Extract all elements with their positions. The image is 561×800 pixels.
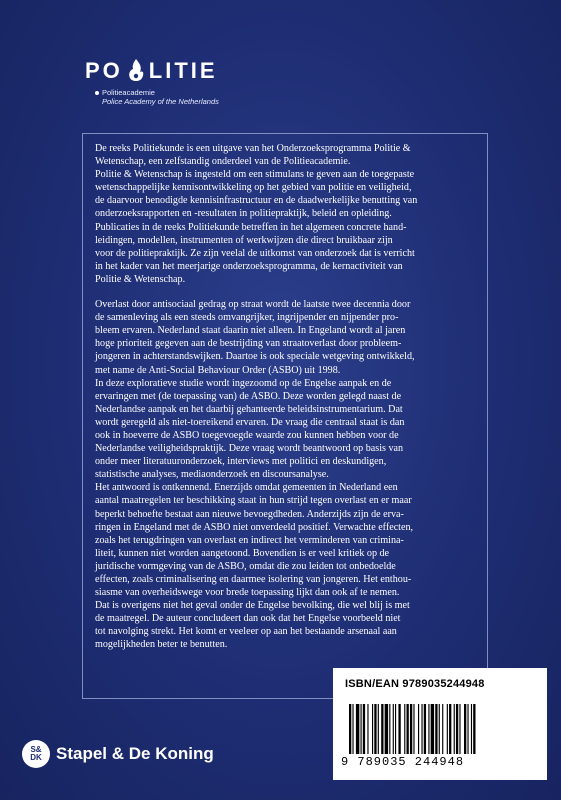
body-line: Overlast door antisociaal gedrag op straat wordt de laatste twee decennia door (95, 299, 411, 311)
barcode-bar (467, 704, 468, 754)
barcode-bar (447, 704, 448, 754)
barcode-bar (381, 704, 383, 754)
flame-emblem-icon (125, 58, 147, 84)
body-line: Nederlandse aanpak en het daarbij gehanteerde beleidsinstrumentarium. Dat (95, 403, 403, 415)
publisher-brand (22, 740, 214, 768)
barcode-bar (421, 704, 422, 754)
body-line: statistische analyses, mediaonderzoek en discoursanalyse. (95, 469, 329, 481)
intro-line: voor de politiepraktijk. Ze zijn veelal de uitkomst van onderzoek dat is verricht (95, 247, 415, 259)
barcode-bar (385, 704, 388, 754)
body-line: aantal maatregelen ter beschikking staat in hun strijd tegen overlast en er maar (95, 495, 412, 507)
body-line: ervaringen met (de toepassing van) de ASBO. Deze worden gelegd naast de (95, 390, 402, 402)
intro-line: leidingen, modellen, instrumenten of werkwijzen die direct bruikbaar zijn (95, 234, 393, 246)
barcode-bar (374, 704, 376, 754)
body-line: de maatregel. De auteur concludeert dan ook dat het Engelse voorbeeld niet (95, 613, 401, 625)
intro-line: wetenschappelijke kennisontwikkeling op het gebied van politie en veiligheid, (95, 182, 412, 194)
body-line: beperkt behoefte bestaat aan nieuwe bevoegdheden. Anderzijds zijn de erva- (95, 508, 404, 520)
intro-line: De reeks Politiekunde is een uitgave van het Onderzoeksprogramma Politie & (95, 143, 411, 154)
isbn-label: ISBN/EAN 9789035244948 (345, 678, 485, 690)
barcode-bar (435, 704, 437, 754)
body-line: zoals het terugdringen van overlast en indirect het verminderen van crimina- (95, 534, 404, 546)
intro-line: Publicaties in de reeks Politiekunde betreffen in het algemeen concrete hand- (95, 221, 407, 233)
body-line: juridische vormgeving van de ASBO, omdat die zou leiden tot onbedoelde (95, 560, 396, 572)
barcode-icon (347, 704, 535, 754)
barcode-bar (454, 704, 455, 754)
barcode-bar (372, 704, 373, 754)
barcode-bar (439, 704, 440, 754)
body-line: effecten, zoals criminalisering en daarmee isolering van jongeren. Het enthou- (95, 574, 412, 585)
intro-line: Politie & Wetenschap is ingesteld om een stimulans te geven aan de toegepaste (95, 169, 415, 181)
body-line: onder meer literatuuronderzoek, interviews met politici en deskundigen, (95, 456, 387, 468)
body-line: hoge prioriteit gegeven aan de bestrijding van straatoverlast door probleem- (95, 338, 402, 350)
barcode-bar (356, 704, 359, 754)
barcode-bar (428, 704, 429, 754)
body-line: ringen in Engeland met de ASBO niet onverdeeld positief. Verwachte effecten, (95, 521, 414, 533)
body-line: siasme van overheidswege voor brede toepassing lijkt dan ook af te nemen. (95, 587, 400, 599)
logo-subtitle-en: Police Academy of the Netherlands (102, 97, 219, 106)
barcode-bar (363, 704, 365, 754)
body-line: tot navolging strekt. Het komt er veeleer op aan het bestaande arsenaal aan (95, 626, 397, 638)
publisher-logo-icon (22, 740, 50, 768)
intro-line: Wetenschap, een zelfstandig onderdeel van de Politieacademie. (95, 156, 351, 168)
body-line: In deze exploratieve studie wordt ingezoomd op de Engelse aanpak en de (95, 377, 392, 389)
logo-subtitle-nl: Politieacademie (102, 88, 155, 97)
intro-text (95, 142, 479, 286)
barcode-bar (389, 704, 390, 754)
barcode-bar (449, 704, 451, 754)
barcode-bar (352, 704, 353, 754)
intro-line: onderzoeksrapporten en -resultaten in politiepraktijk, beleid en opleiding. (95, 208, 392, 220)
politie-logo (85, 58, 219, 106)
body-line: jongeren in achterstandswijken. Daartoe is ook speciale wetgeving ontwikkeld, (95, 351, 415, 363)
body-line: bleem ervaren. Nederland staat daarin niet alleen. In Engeland wordt al jaren (95, 325, 406, 337)
publisher-logo-top: S& (30, 745, 42, 754)
bullet-dot-icon (95, 91, 99, 95)
barcode-bar (393, 704, 394, 754)
intro-line: Politie & Wetenschap. (95, 273, 186, 285)
body-text (95, 298, 479, 652)
body-line: Nederlandse veiligheidspraktijk. Deze vraag wordt beantwoord op basis van (95, 443, 404, 455)
body-line: ook in hoeverre de ASBO toegevoegde waarde zou kunnen hebben voor de (95, 429, 399, 441)
body-line: de samenleving als een steeds omvangrijker, ingrijpender en nijpender pro- (95, 312, 399, 324)
barcode-bar (378, 704, 379, 754)
barcode-bar (431, 704, 434, 754)
barcode-bar (361, 704, 362, 754)
barcode-bar (471, 704, 472, 754)
barcode-bar (424, 704, 426, 754)
paragraph-gap (95, 286, 479, 298)
barcode-bar (407, 704, 409, 754)
barcode-bar (349, 704, 351, 754)
intro-line: de daarvoor benodigde kennisinfrastructuur en de daadwerkelijke benutting van (95, 195, 418, 207)
body-line: Dat is overigens niet het geval onder de Engelse bevolking, die wel blij is met (95, 600, 410, 612)
barcode-bar (464, 704, 466, 754)
body-line: Het antwoord is ontkennend. Enerzijds omdat gemeenten in Nederland een (95, 482, 398, 494)
logo-letters-po: PO (85, 58, 123, 83)
logo-letters-litie: LITIE (148, 58, 218, 83)
barcode-bar (398, 704, 400, 754)
logo-subtitle (95, 88, 219, 106)
barcode-bar (413, 704, 414, 754)
body-line: mogelijkheden beter te benutten. (95, 639, 228, 651)
isbn-digits: 9 789035 244948 (341, 755, 465, 769)
barcode-bar (418, 704, 419, 754)
barcode-bar (395, 704, 396, 754)
barcode-bar (410, 704, 412, 754)
publisher-name: Stapel & De Koning (56, 744, 214, 763)
intro-line: in het kader van het meerjarige onderzoeksprogramma, de kernactiviteit van (95, 260, 403, 272)
publisher-logo-bottom: DK (30, 753, 42, 762)
body-line: met name de Anti-Social Behaviour Order (ASBO) uit 1998. (95, 364, 341, 376)
barcode-bar (367, 704, 368, 754)
blurb-frame (82, 133, 488, 699)
barcode-bar (404, 704, 405, 754)
barcode-bar (442, 704, 443, 754)
body-line: wordt geregeld als niet-toereikend ervaren. De vraag die centraal staat is dan (95, 416, 405, 428)
body-line: liteit, kunnen niet worden aangetoond. Bovendien is er veel kritiek op de (95, 547, 390, 559)
barcode-bar (456, 704, 458, 754)
barcode-bar (459, 704, 460, 754)
logo-wordmark (85, 58, 219, 84)
barcode-bar (473, 704, 475, 754)
isbn-barcode-box (333, 668, 547, 780)
